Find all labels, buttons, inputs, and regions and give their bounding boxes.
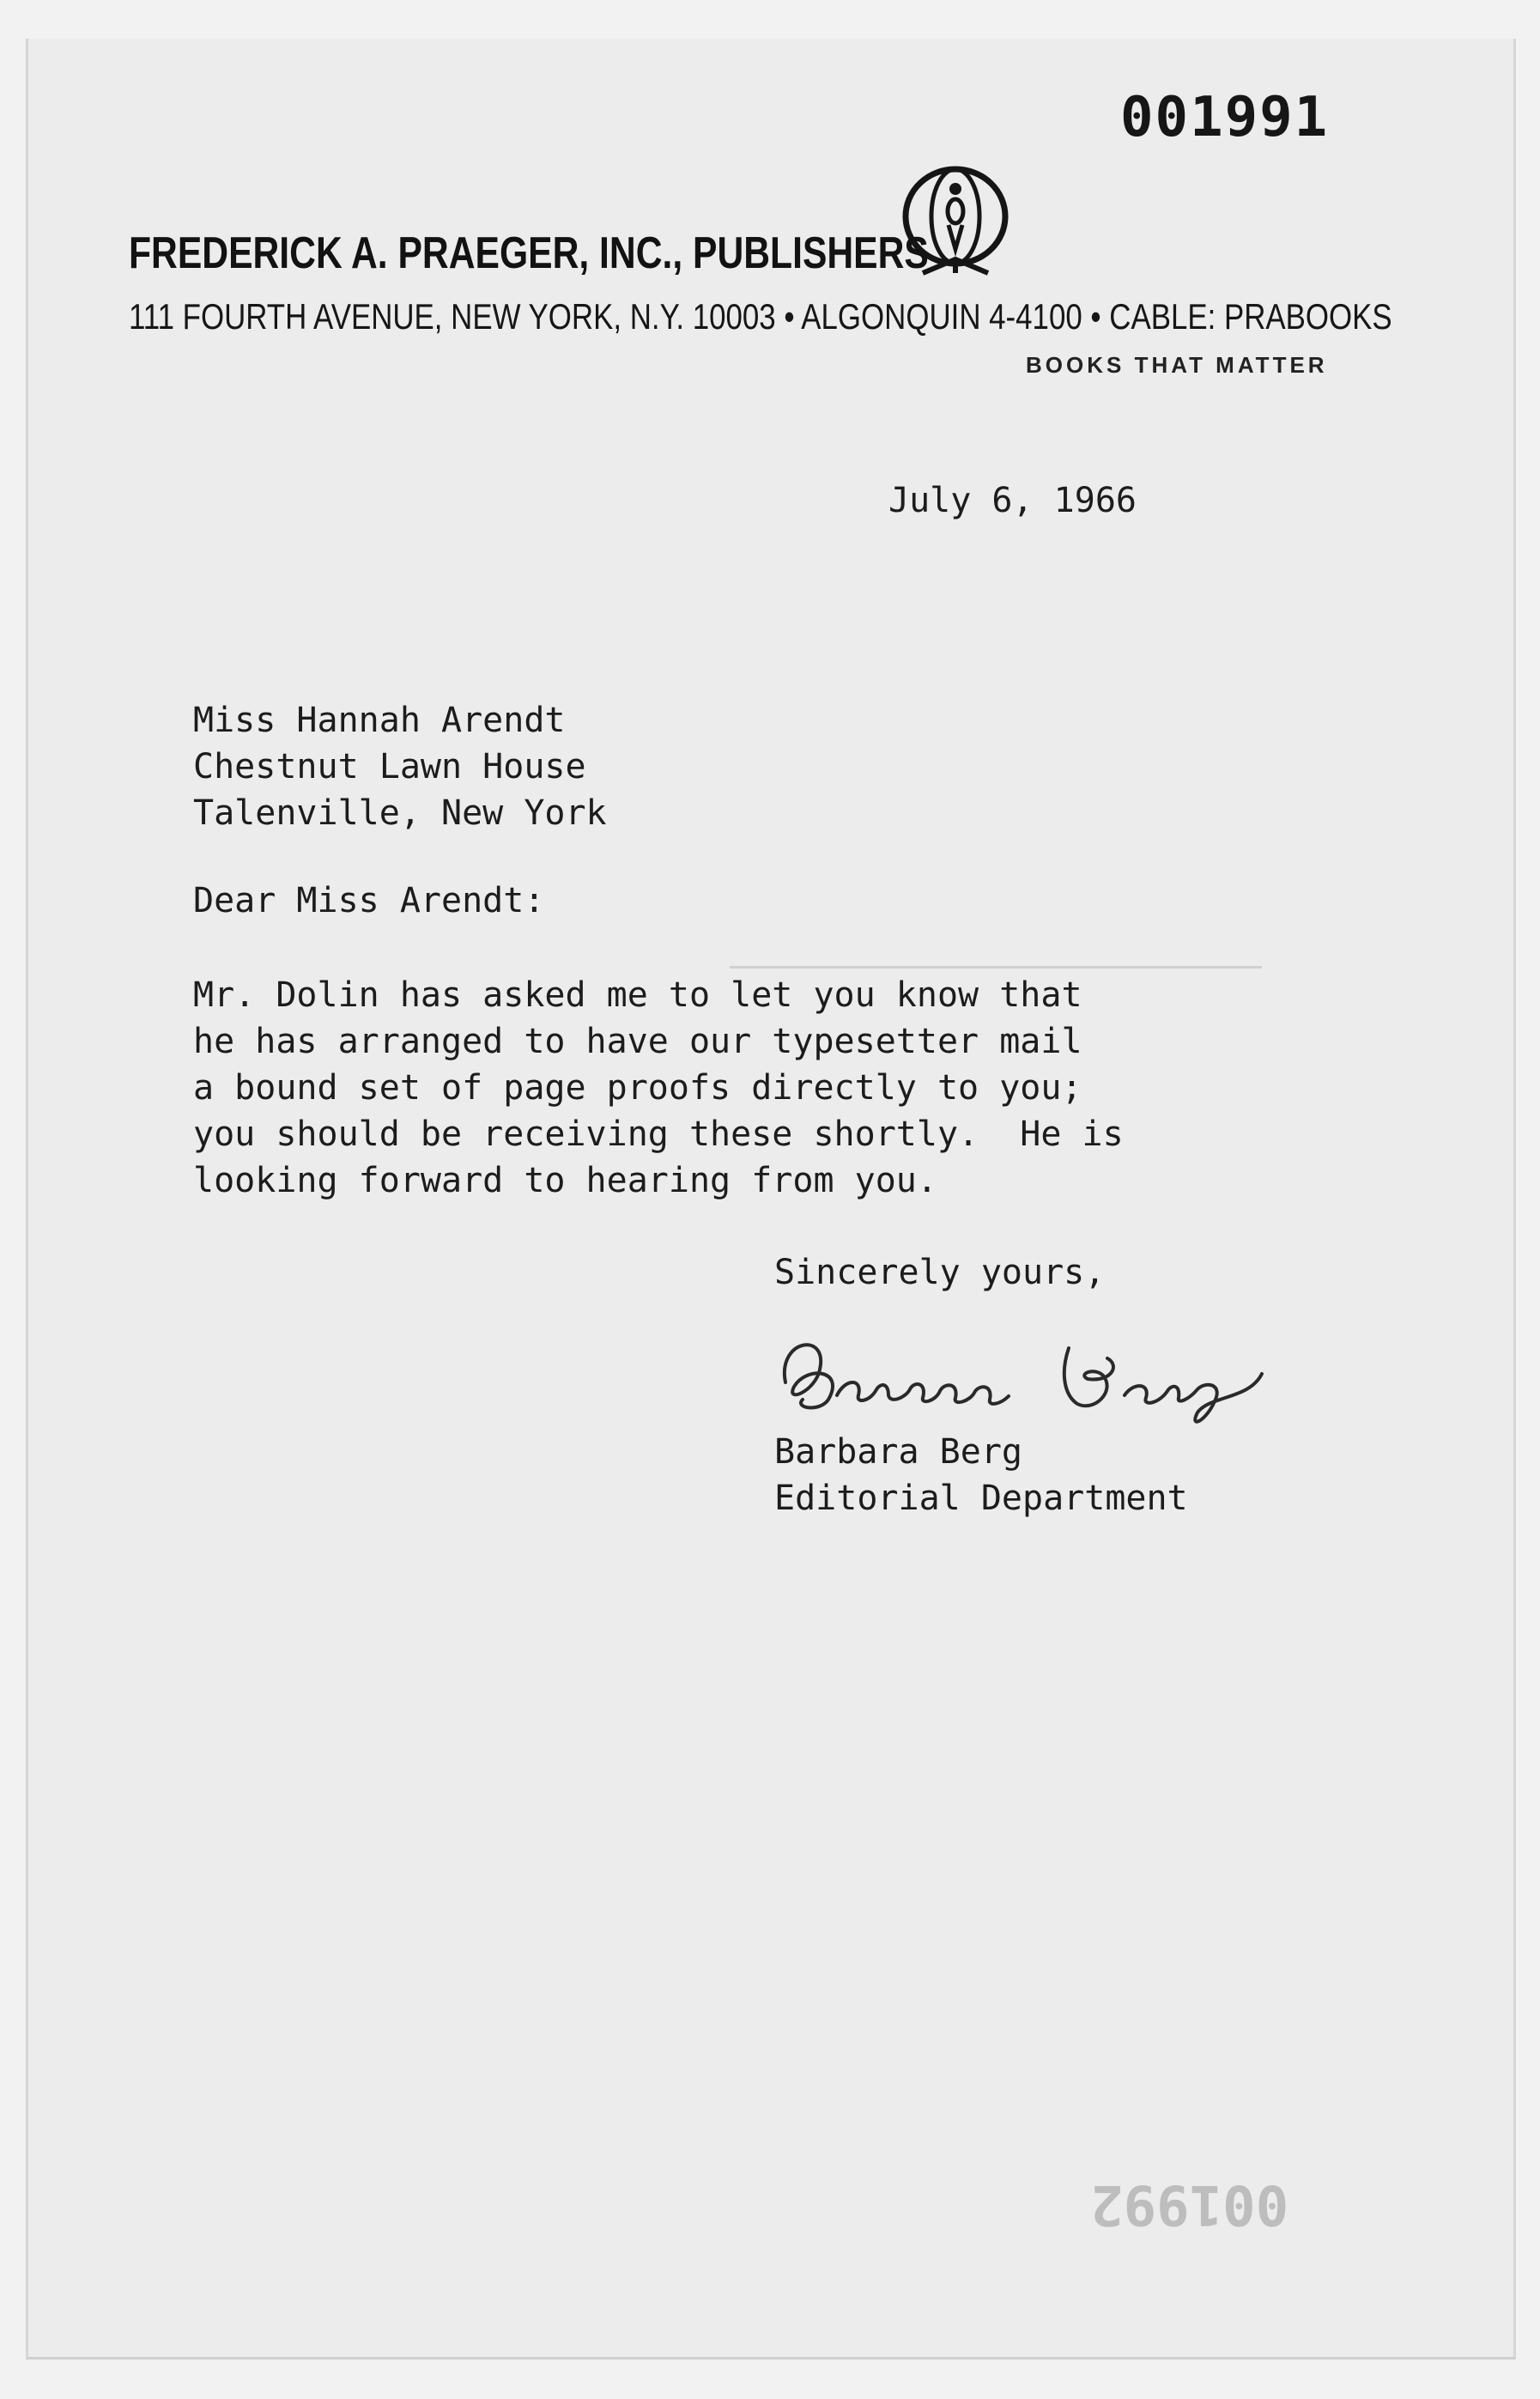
publisher-tagline: BOOKS THAT MATTER — [1026, 352, 1328, 378]
signer-name: Barbara Berg — [774, 1432, 1022, 1472]
bleed-through-number: 001992 — [1090, 2172, 1289, 2236]
recipient-name: Miss Hannah Arendt — [193, 701, 566, 740]
letter-date: July 6, 1966 — [888, 481, 1137, 520]
recipient-street: Chestnut Lawn House — [193, 747, 586, 787]
signer-department: Editorial Department — [774, 1479, 1188, 1518]
body-line: Mr. Dolin has asked me to let you know that — [193, 975, 1082, 1015]
publisher-name: FREDERICK A. PRAEGER, INC., PUBLISHERS — [129, 228, 929, 278]
letter-closing: Sincerely yours, — [774, 1253, 1106, 1292]
faint-rule — [730, 966, 1262, 969]
letter-body — [193, 972, 1124, 1204]
recipient-city: Talenville, New York — [193, 793, 607, 833]
body-line: looking forward to hearing from you. — [193, 1161, 937, 1200]
salutation: Dear Miss Arendt: — [193, 881, 545, 920]
body-line: a bound set of page proofs directly to you; — [193, 1068, 1082, 1108]
body-line: he has arranged to have our typesetter mail — [193, 1022, 1082, 1061]
recipient-address — [193, 697, 607, 836]
publisher-address: 111 FOURTH AVENUE, NEW YORK, N.Y. 10003 • ALGONQUIN 4-4100 • CABLE: PRABOOKS — [129, 296, 1392, 337]
handwritten-signature — [768, 1322, 1283, 1434]
document-number: 001991 — [1120, 86, 1330, 149]
body-line: you should be receiving these shortly. He is — [193, 1114, 1124, 1154]
